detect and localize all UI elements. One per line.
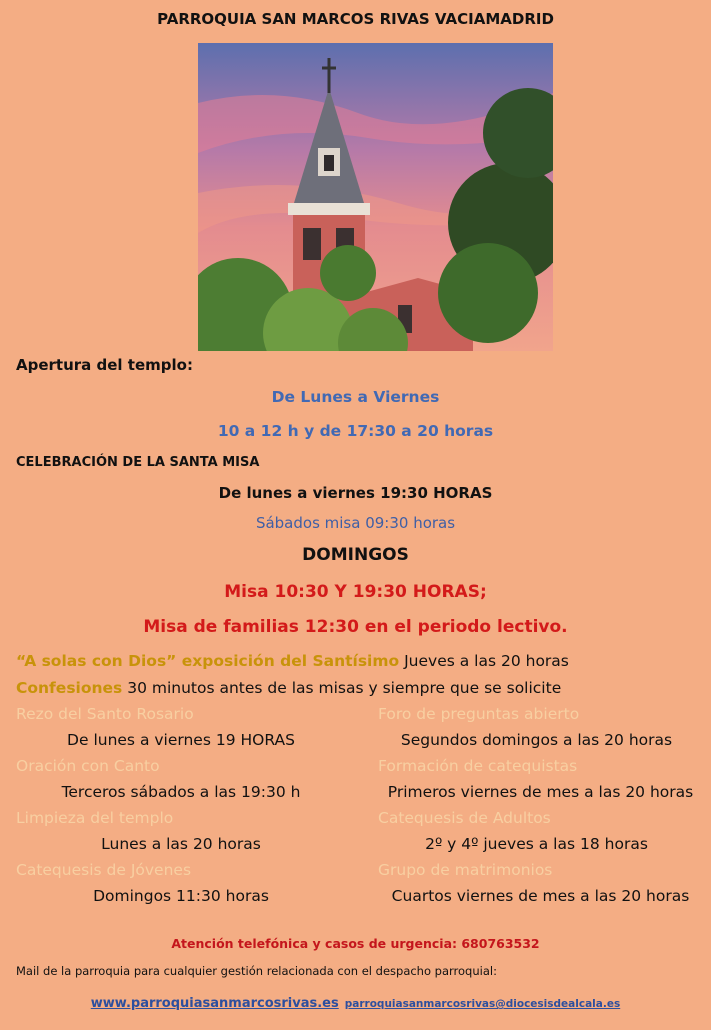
mass-heading: CELEBRACIÓN DE LA SANTA MISA [16, 455, 260, 470]
activity-label-rosary: Rezo del Santo Rosario [16, 705, 194, 723]
phone-line: Atención telefónica y casos de urgencia: 680763532 [171, 936, 540, 951]
activity-label-couples: Grupo de matrimonios [378, 861, 553, 879]
activity-time-cleaning: Lunes a las 20 horas [101, 835, 261, 853]
church-tower-image [198, 43, 553, 351]
contact-links [0, 992, 711, 1011]
adoration-time: Jueves a las 20 horas [399, 652, 569, 670]
adoration-line [16, 652, 569, 670]
activity-time-forum: Segundos domingos a las 20 horas [400, 731, 673, 749]
opening-days: De Lunes a Viernes [271, 388, 440, 406]
activity-label-youth: Catequesis de Jóvenes [16, 861, 192, 879]
activity-label-prayer: Oración con Canto [16, 757, 160, 775]
activity-time-prayer: Terceros sábados a las 19:30 h [61, 783, 301, 801]
activity-time-rosary: De lunes a viernes 19 HORAS [67, 731, 295, 749]
confessions-label: Confesiones [16, 679, 123, 697]
mass-weekdays: De lunes a viernes 19:30 HORAS [218, 484, 493, 502]
opening-heading: Apertura del templo: [16, 356, 193, 374]
activity-label-forum: Foro de preguntas abierto [378, 705, 580, 723]
mail-note: Mail de la parroquia para cualquier gestión relacionada con el despacho parroquial: [16, 964, 497, 978]
mass-saturday: Sábados misa 09:30 horas [255, 514, 456, 532]
sundays-title: DOMINGOS [302, 545, 409, 565]
activity-time-couples: Cuartos viernes de mes a las 20 horas [391, 887, 690, 905]
sundays-times: Misa 10:30 Y 19:30 HORAS; [224, 582, 487, 602]
activity-label-adults: Catequesis de Adultos [378, 809, 551, 827]
adoration-label: “A solas con Dios” exposición del Santísimo [16, 652, 400, 670]
confessions-time: 30 minutos antes de las misas y siempre que se solicite [122, 679, 562, 697]
page-title: PARROQUIA SAN MARCOS RIVAS VACIAMADRID [157, 10, 554, 28]
activity-time-catechists: Primeros viernes de mes a las 20 horas [387, 783, 694, 801]
activity-time-adults: 2º y 4º jueves a las 18 horas [425, 835, 648, 853]
activity-label-cleaning: Limpieza del templo [16, 809, 174, 827]
website-link[interactable]: www.parroquiasanmarcosrivas.es [90, 996, 339, 1011]
church-photo [198, 43, 553, 351]
activity-time-youth: Domingos 11:30 horas [93, 887, 269, 905]
activity-label-catechists: Formación de catequistas [378, 757, 578, 775]
confessions-line [16, 679, 561, 697]
opening-hours: 10 a 12 h y de 17:30 a 20 horas [217, 422, 494, 440]
email-link[interactable]: parroquiasanmarcosrivas@diocesisdealcala.es [344, 998, 621, 1010]
family-mass: Misa de familias 12:30 en el periodo lectivo. [143, 617, 568, 637]
